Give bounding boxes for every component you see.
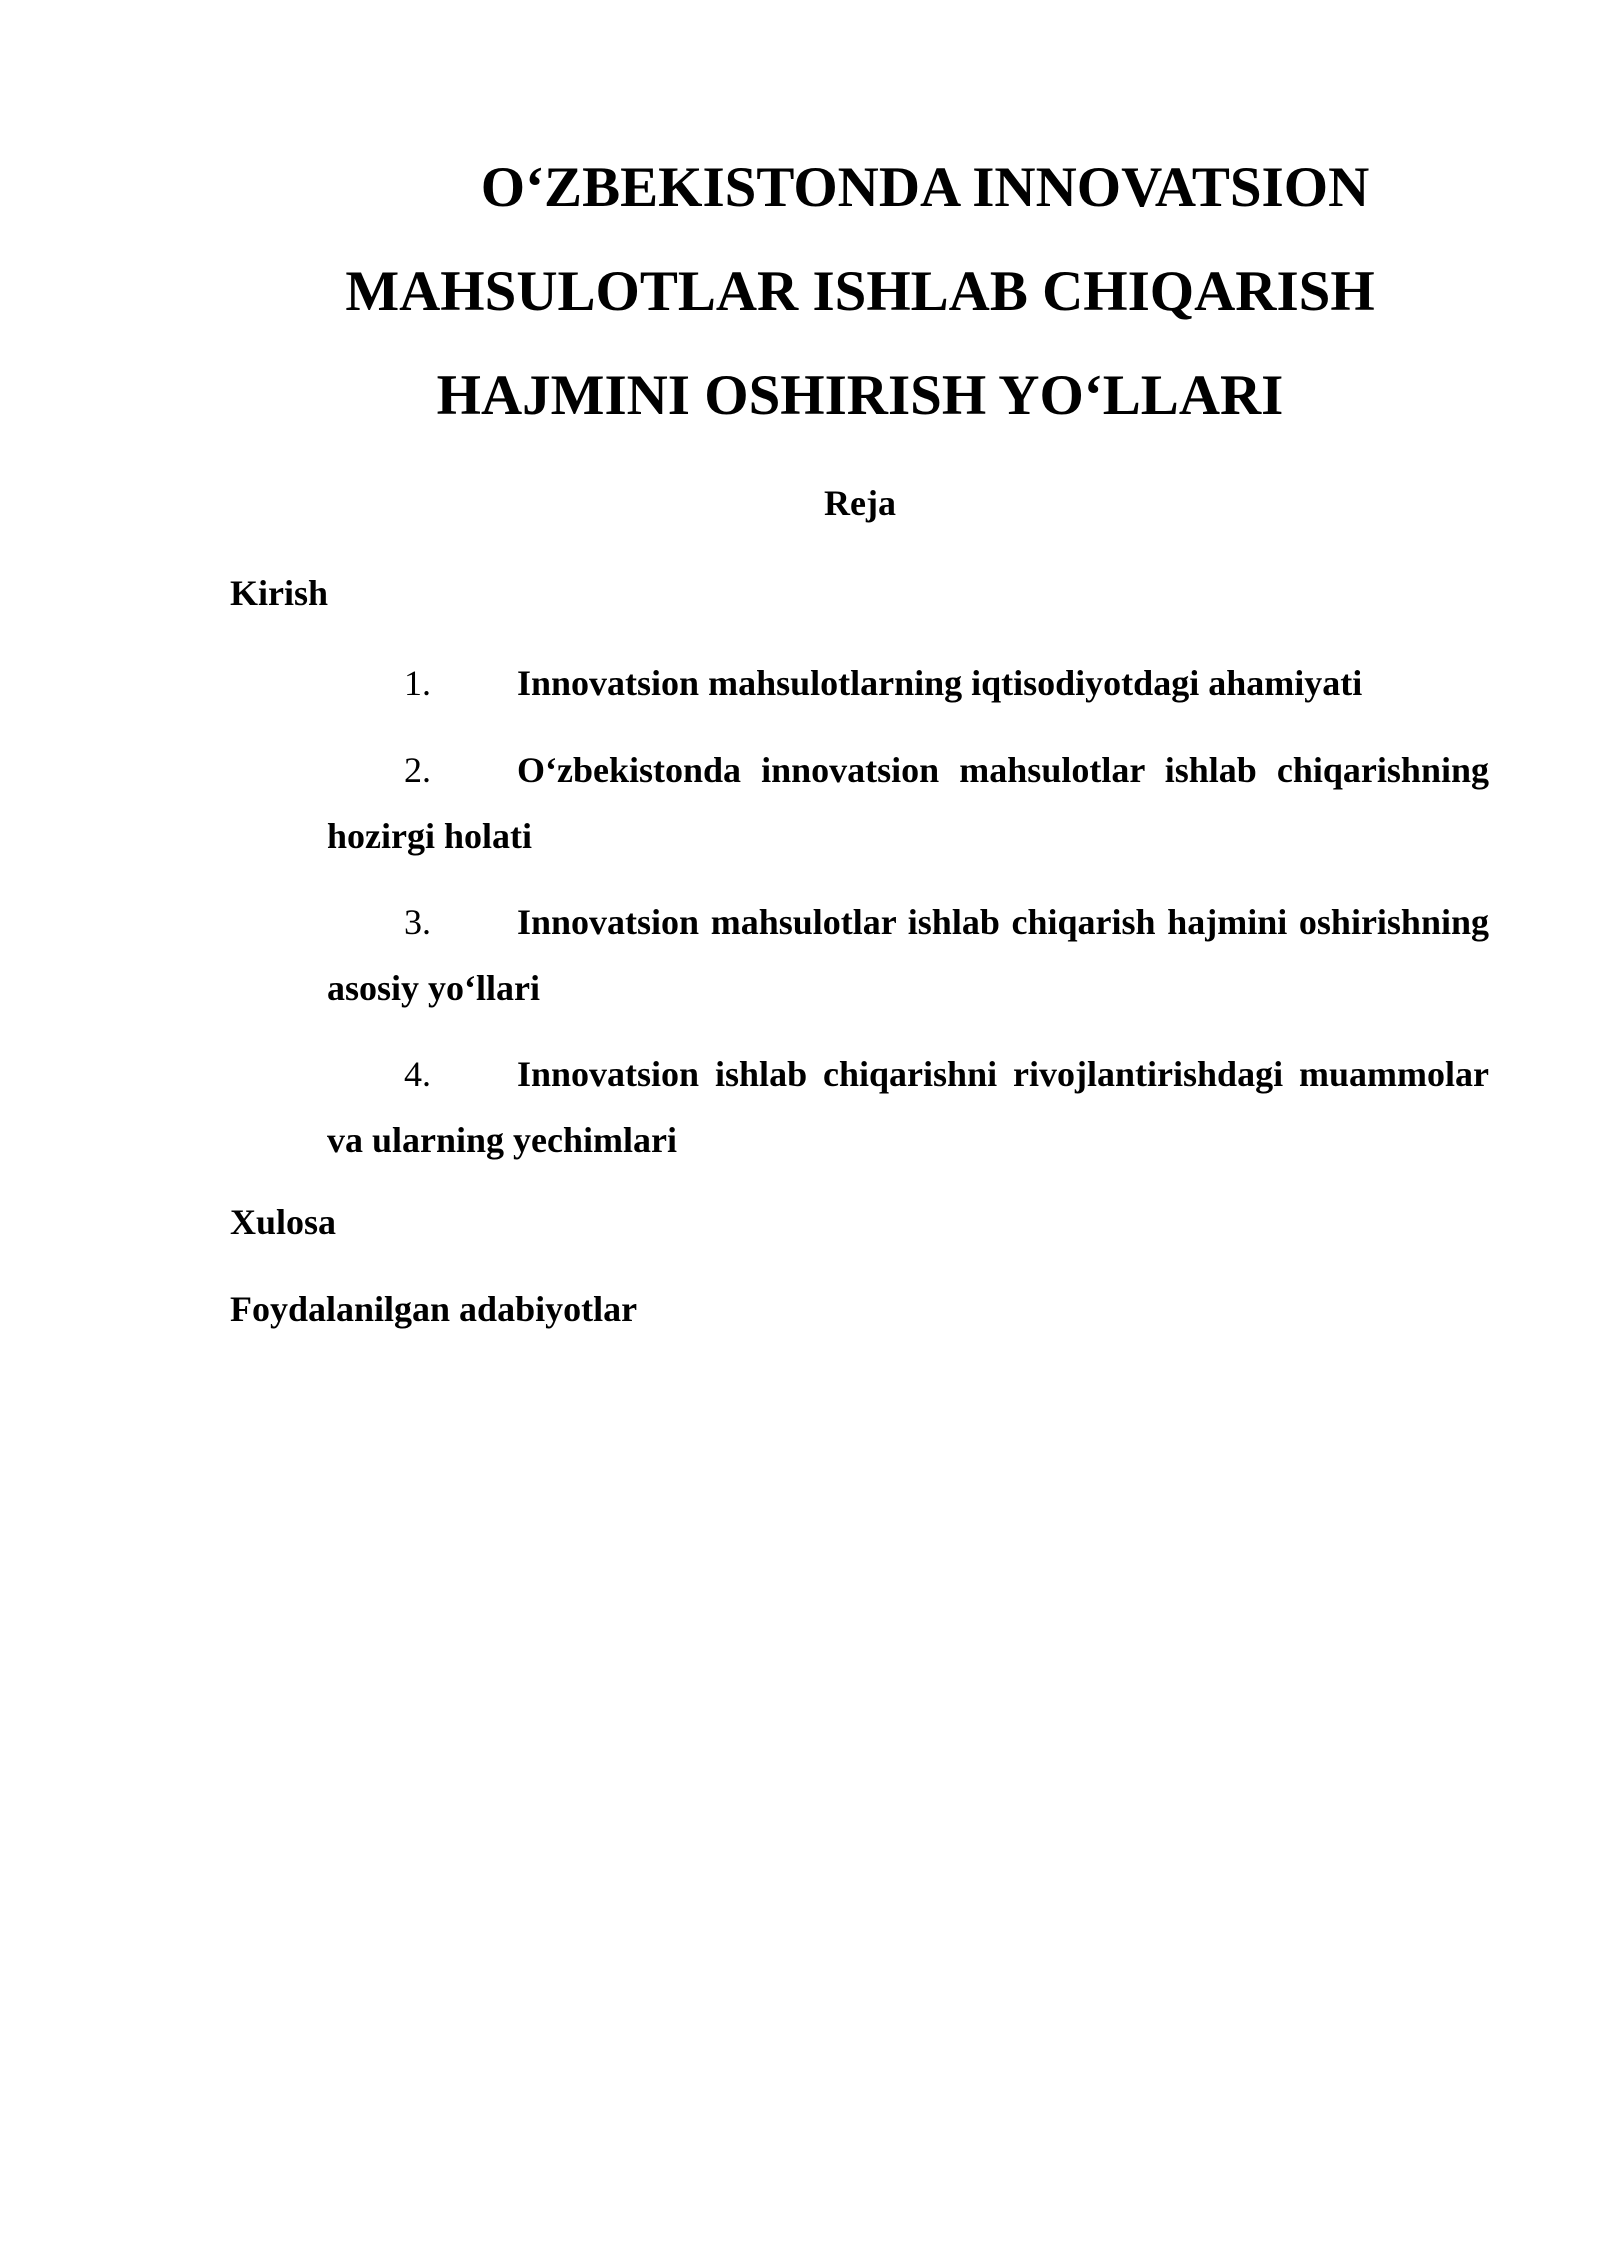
plan-item-number: 4. xyxy=(404,1054,431,1094)
title-line-1: O‘ZBEKISTONDA INNOVATSION xyxy=(480,156,1370,219)
plan-item-number: 3. xyxy=(404,902,431,942)
plan-item-text: Innovatsion mahsulotlarning iqtisodiyotdagi ahamiyati xyxy=(517,663,1363,703)
plan-item-1 xyxy=(327,650,1489,716)
plan-item-text: O‘zbekistonda innovatsion mahsulotlar ishlab chiqarishning hozirgi holati xyxy=(327,750,1489,856)
references-heading: Foydalanilgan adabiyotlar xyxy=(230,1289,638,1329)
plan-item-number: 1. xyxy=(404,663,431,703)
plan-heading: Reja xyxy=(824,483,896,523)
plan-item-text: Innovatsion mahsulotlar ishlab chiqarish hajmini oshirishning asosiy yo‘llari xyxy=(327,902,1489,1008)
document-title xyxy=(230,136,1490,448)
title-line-2: MAHSULOTLAR ISHLAB CHIQARISH xyxy=(345,260,1375,323)
plan-item-4 xyxy=(327,1041,1489,1173)
plan-item-2 xyxy=(327,737,1489,869)
plan-item-3 xyxy=(327,889,1489,1021)
plan-item-text: Innovatsion ishlab chiqarishni rivojlantirishdagi muammolar va ularning yechimlari xyxy=(327,1054,1489,1160)
title-line-3: HAJMINI OSHIRISH YO‘LLARI xyxy=(436,364,1284,427)
plan-item-number: 2. xyxy=(404,750,431,790)
intro-heading: Kirish xyxy=(230,573,329,613)
conclusion-heading: Xulosa xyxy=(230,1202,337,1242)
